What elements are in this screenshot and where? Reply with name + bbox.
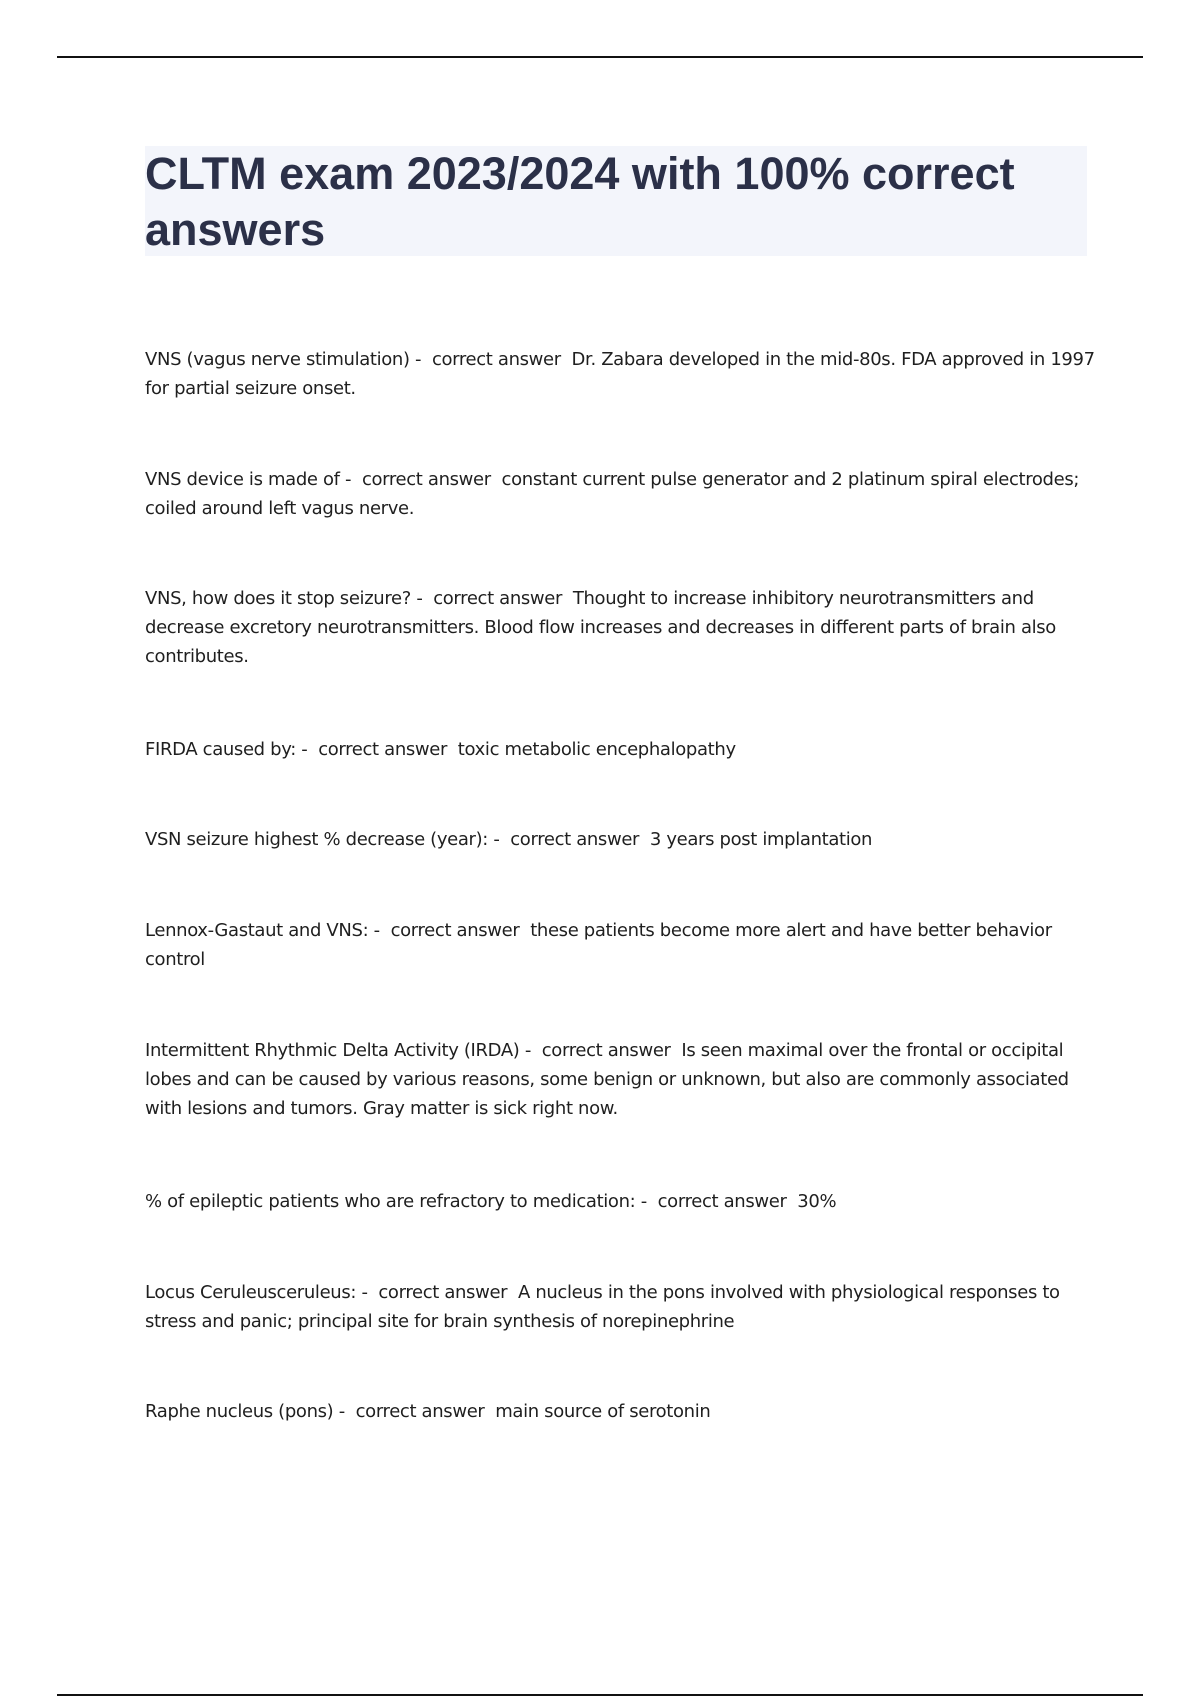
qa-item	[145, 1278, 1095, 1336]
document-title: CLTM exam 2023/2024 with 100% correct answers	[145, 148, 1015, 255]
qa-item	[145, 1397, 1095, 1426]
qa-item	[145, 584, 1095, 671]
qa-answer: 30%	[797, 1191, 837, 1212]
qa-separator: -	[635, 1191, 658, 1212]
qa-answer-marker: correct answer	[433, 588, 573, 609]
bottom-divider	[57, 1694, 1143, 1696]
qa-answer-marker: correct answer	[318, 739, 458, 760]
qa-question: % of epileptic patients who are refractory to medication:	[145, 1191, 636, 1212]
qa-item	[145, 825, 1095, 854]
qa-separator: -	[409, 349, 432, 370]
qa-answer: 3 years post implantation	[649, 829, 873, 850]
qa-question: Intermittent Rhythmic Delta Activity (IRDA)	[145, 1040, 520, 1061]
qa-item	[145, 735, 1095, 764]
qa-answer-marker: correct answer	[510, 829, 650, 850]
qa-item	[145, 1036, 1095, 1123]
qa-separator: -	[333, 1401, 356, 1422]
qa-answer-marker: correct answer	[657, 1191, 798, 1212]
title-banner	[145, 146, 1087, 256]
qa-answer-marker: correct answer	[361, 469, 502, 490]
qa-question: FIRDA caused by:	[145, 739, 296, 760]
qa-question: VNS (vagus nerve stimulation)	[145, 349, 410, 370]
qa-item	[145, 345, 1095, 403]
qa-answer: toxic metabolic encephalopathy	[457, 739, 736, 760]
qa-answer: Is seen maximal over the frontal or occipital lobes and can be caused by various reasons, some benign or unknown, but also are commonly associated with lesions and tumors. Gray matter is sick right now.	[145, 1040, 1069, 1119]
qa-separator: -	[519, 1040, 542, 1061]
qa-answer: these patients become more alert and have better behavior control	[145, 920, 1052, 970]
qa-question: Lennox-Gastaut and VNS:	[145, 920, 369, 941]
qa-separator: -	[356, 1282, 379, 1303]
qa-question: Raphe nucleus (pons)	[145, 1401, 334, 1422]
qa-answer-marker: correct answer	[431, 349, 572, 370]
qa-answer: constant current pulse generator and 2 platinum spiral electrodes; coiled around left vagus nerve.	[145, 469, 1080, 519]
qa-answer: Dr. Zabara developed in the mid-80s. FDA approved in 1997 for partial seizure onset.	[145, 349, 1095, 399]
qa-item	[145, 465, 1095, 523]
qa-separator: -	[339, 469, 362, 490]
qa-separator: -	[487, 829, 511, 850]
top-divider	[57, 56, 1143, 58]
qa-question: VNS device is made of	[145, 469, 340, 490]
qa-answer: A nucleus in the pons involved with physiological responses to stress and panic; principal site for brain synthesis of norepinephrine	[145, 1282, 1060, 1332]
qa-question: Locus Ceruleusceruleus:	[145, 1282, 357, 1303]
qa-answer-marker: correct answer	[541, 1040, 682, 1061]
qa-answer-marker: correct answer	[390, 920, 531, 941]
qa-question: VNS, how does it stop seizure?	[145, 588, 411, 609]
qa-separator: -	[410, 588, 434, 609]
qa-question: VSN seizure highest % decrease (year):	[145, 829, 488, 850]
qa-answer-marker: correct answer	[355, 1401, 496, 1422]
qa-answer: Thought to increase inhibitory neurotransmitters and decrease excretory neurotransmitters. Blood flow increases and decreases in different parts of brain also contributes.	[145, 588, 1056, 667]
qa-item	[145, 1187, 1095, 1216]
qa-separator: -	[368, 920, 391, 941]
qa-answer: main source of serotonin	[495, 1401, 711, 1422]
qa-item	[145, 916, 1095, 974]
qa-answer-marker: correct answer	[378, 1282, 518, 1303]
qa-separator: -	[295, 739, 319, 760]
